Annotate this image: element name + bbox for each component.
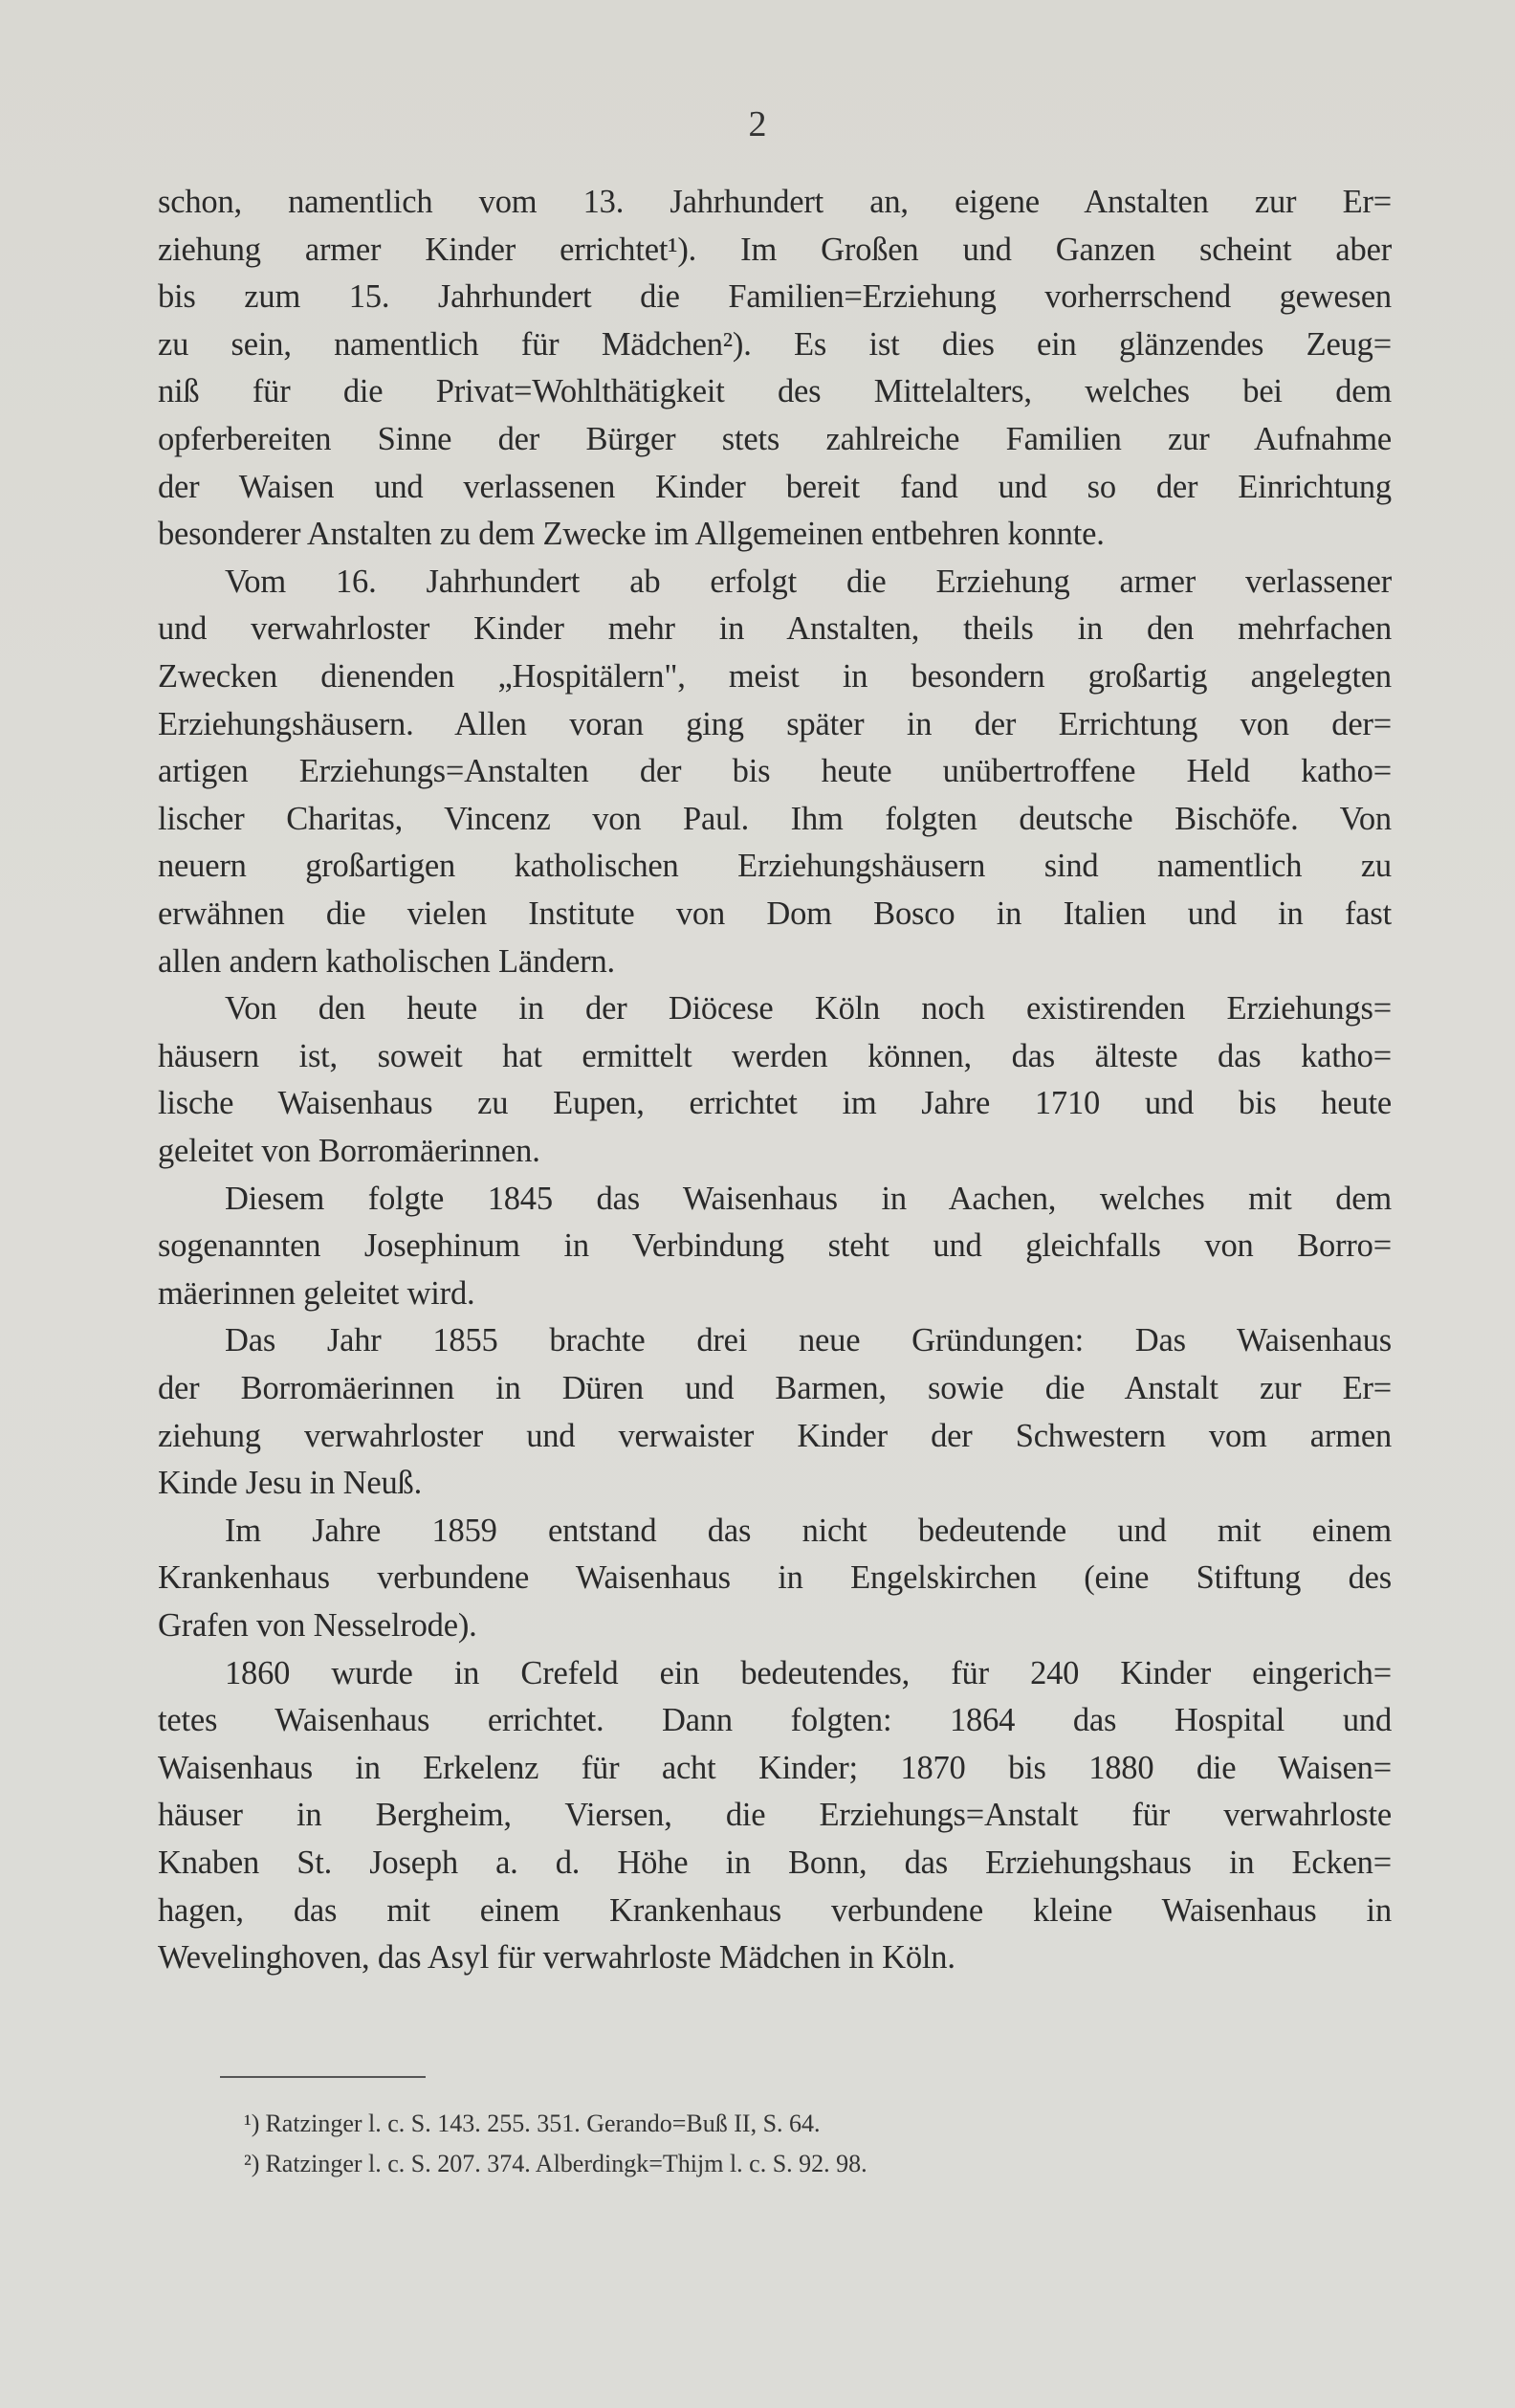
text-line: tetes Waisenhaus errichtet. Dann folgten: 1864 das Hospital und (158, 1702, 1392, 1738)
page-number: 2 (748, 104, 767, 144)
text-line: geleitet von Borromäerinnen. (158, 1133, 540, 1169)
paragraph-first-line: Im Jahre 1859 entstand das nicht bedeutende und mit einem (225, 1513, 1392, 1549)
paragraph-first-line: 1860 wurde in Crefeld ein bedeutendes, für 240 Kinder eingerich= (225, 1655, 1392, 1691)
paragraph-first-line: Vom 16. Jahrhundert ab erfolgt die Erziehung armer verlassener (225, 563, 1392, 600)
text-line: der Waisen und verlassenen Kinder bereit fand und so der Einrichtung (158, 469, 1392, 505)
text-line: artigen Erziehungs=Anstalten der bis heute unübertroffene Held katho= (158, 753, 1392, 789)
text-line: neuern großartigen katholischen Erziehungshäusern sind namentlich zu (158, 848, 1392, 884)
footnote (244, 2145, 867, 2183)
text-line: ziehung verwahrloster und verwaister Kinder der Schwestern vom armen (158, 1418, 1392, 1454)
text-line: schon, namentlich vom 13. Jahrhundert an, eigene Anstalten zur Er= (158, 184, 1392, 220)
text-line: Wevelinghoven, das Asyl für verwahrloste Mädchen in Köln. (158, 1939, 955, 1976)
paragraph-first-line: Von den heute in der Diöcese Köln noch existirenden Erziehungs= (225, 990, 1392, 1027)
footnote (244, 2105, 821, 2143)
text-line: häuser in Bergheim, Viersen, die Erziehungs=Anstalt für verwahrloste (158, 1797, 1392, 1833)
paragraph-first-line: Das Jahr 1855 brachte drei neue Gründungen: Das Waisenhaus (225, 1322, 1392, 1359)
text-line: sogenannten Josephinum in Verbindung steht und gleichfalls von Borro= (158, 1227, 1392, 1264)
text-line: Grafen von Nesselrode). (158, 1607, 477, 1644)
text-line: Knaben St. Joseph a. d. Höhe in Bonn, das Erziehungshaus in Ecken= (158, 1845, 1392, 1881)
text-line: ziehung armer Kinder errichtet¹). Im Großen und Ganzen scheint aber (158, 232, 1392, 268)
text-line: lischer Charitas, Vincenz von Paul. Ihm folgten deutsche Bischöfe. Von (158, 801, 1392, 837)
text-line: opferbereiten Sinne der Bürger stets zahlreiche Familien zur Aufnahme (158, 421, 1392, 457)
footnote-text: Ratzinger l. c. S. 143. 255. 351. Gerando=Buß II, S. 64. (265, 2110, 821, 2137)
text-line: Erziehungshäusern. Allen voran ging später in der Errichtung von der= (158, 706, 1392, 742)
text-line: Kinde Jesu in Neuß. (158, 1465, 422, 1501)
footnote-marker: ¹) (244, 2110, 260, 2137)
text-line: Krankenhaus verbundene Waisenhaus in Engelskirchen (eine Stiftung des (158, 1559, 1392, 1596)
text-line: häusern ist, soweit hat ermittelt werden können, das älteste das katho= (158, 1038, 1392, 1074)
text-line: Waisenhaus in Erkelenz für acht Kinder; 1870 bis 1880 die Waisen= (158, 1750, 1392, 1786)
text-line: bis zum 15. Jahrhundert die Familien=Erziehung vorherrschend gewesen (158, 278, 1392, 315)
text-line: zu sein, namentlich für Mädchen²). Es ist dies ein glänzendes Zeug= (158, 326, 1392, 363)
text-line: hagen, das mit einem Krankenhaus verbundene kleine Waisenhaus in (158, 1892, 1392, 1929)
text-line: mäerinnen geleitet wird. (158, 1275, 475, 1312)
text-line: niß für die Privat=Wohlthätigkeit des Mittelalters, welches bei dem (158, 373, 1392, 409)
footnote-divider (220, 2076, 426, 2078)
text-line: erwähnen die vielen Institute von Dom Bosco in Italien und in fast (158, 895, 1392, 932)
text-line: besonderer Anstalten zu dem Zwecke im Allgemeinen entbehren konnte. (158, 516, 1105, 552)
paragraph-first-line: Diesem folgte 1845 das Waisenhaus in Aachen, welches mit dem (225, 1181, 1392, 1217)
text-line: der Borromäerinnen in Düren und Barmen, sowie die Anstalt zur Er= (158, 1370, 1392, 1406)
text-line: und verwahrloster Kinder mehr in Anstalten, theils in den mehrfachen (158, 610, 1392, 647)
footnote-marker: ²) (244, 2150, 260, 2177)
text-line: Zwecken dienenden „Hospitälern", meist in besondern großartig angelegten (158, 658, 1392, 695)
text-line: lische Waisenhaus zu Eupen, errichtet im Jahre 1710 und bis heute (158, 1085, 1392, 1121)
text-line: allen andern katholischen Ländern. (158, 943, 615, 980)
footnote-text: Ratzinger l. c. S. 207. 374. Alberdingk=Thijm l. c. S. 92. 98. (265, 2150, 867, 2177)
